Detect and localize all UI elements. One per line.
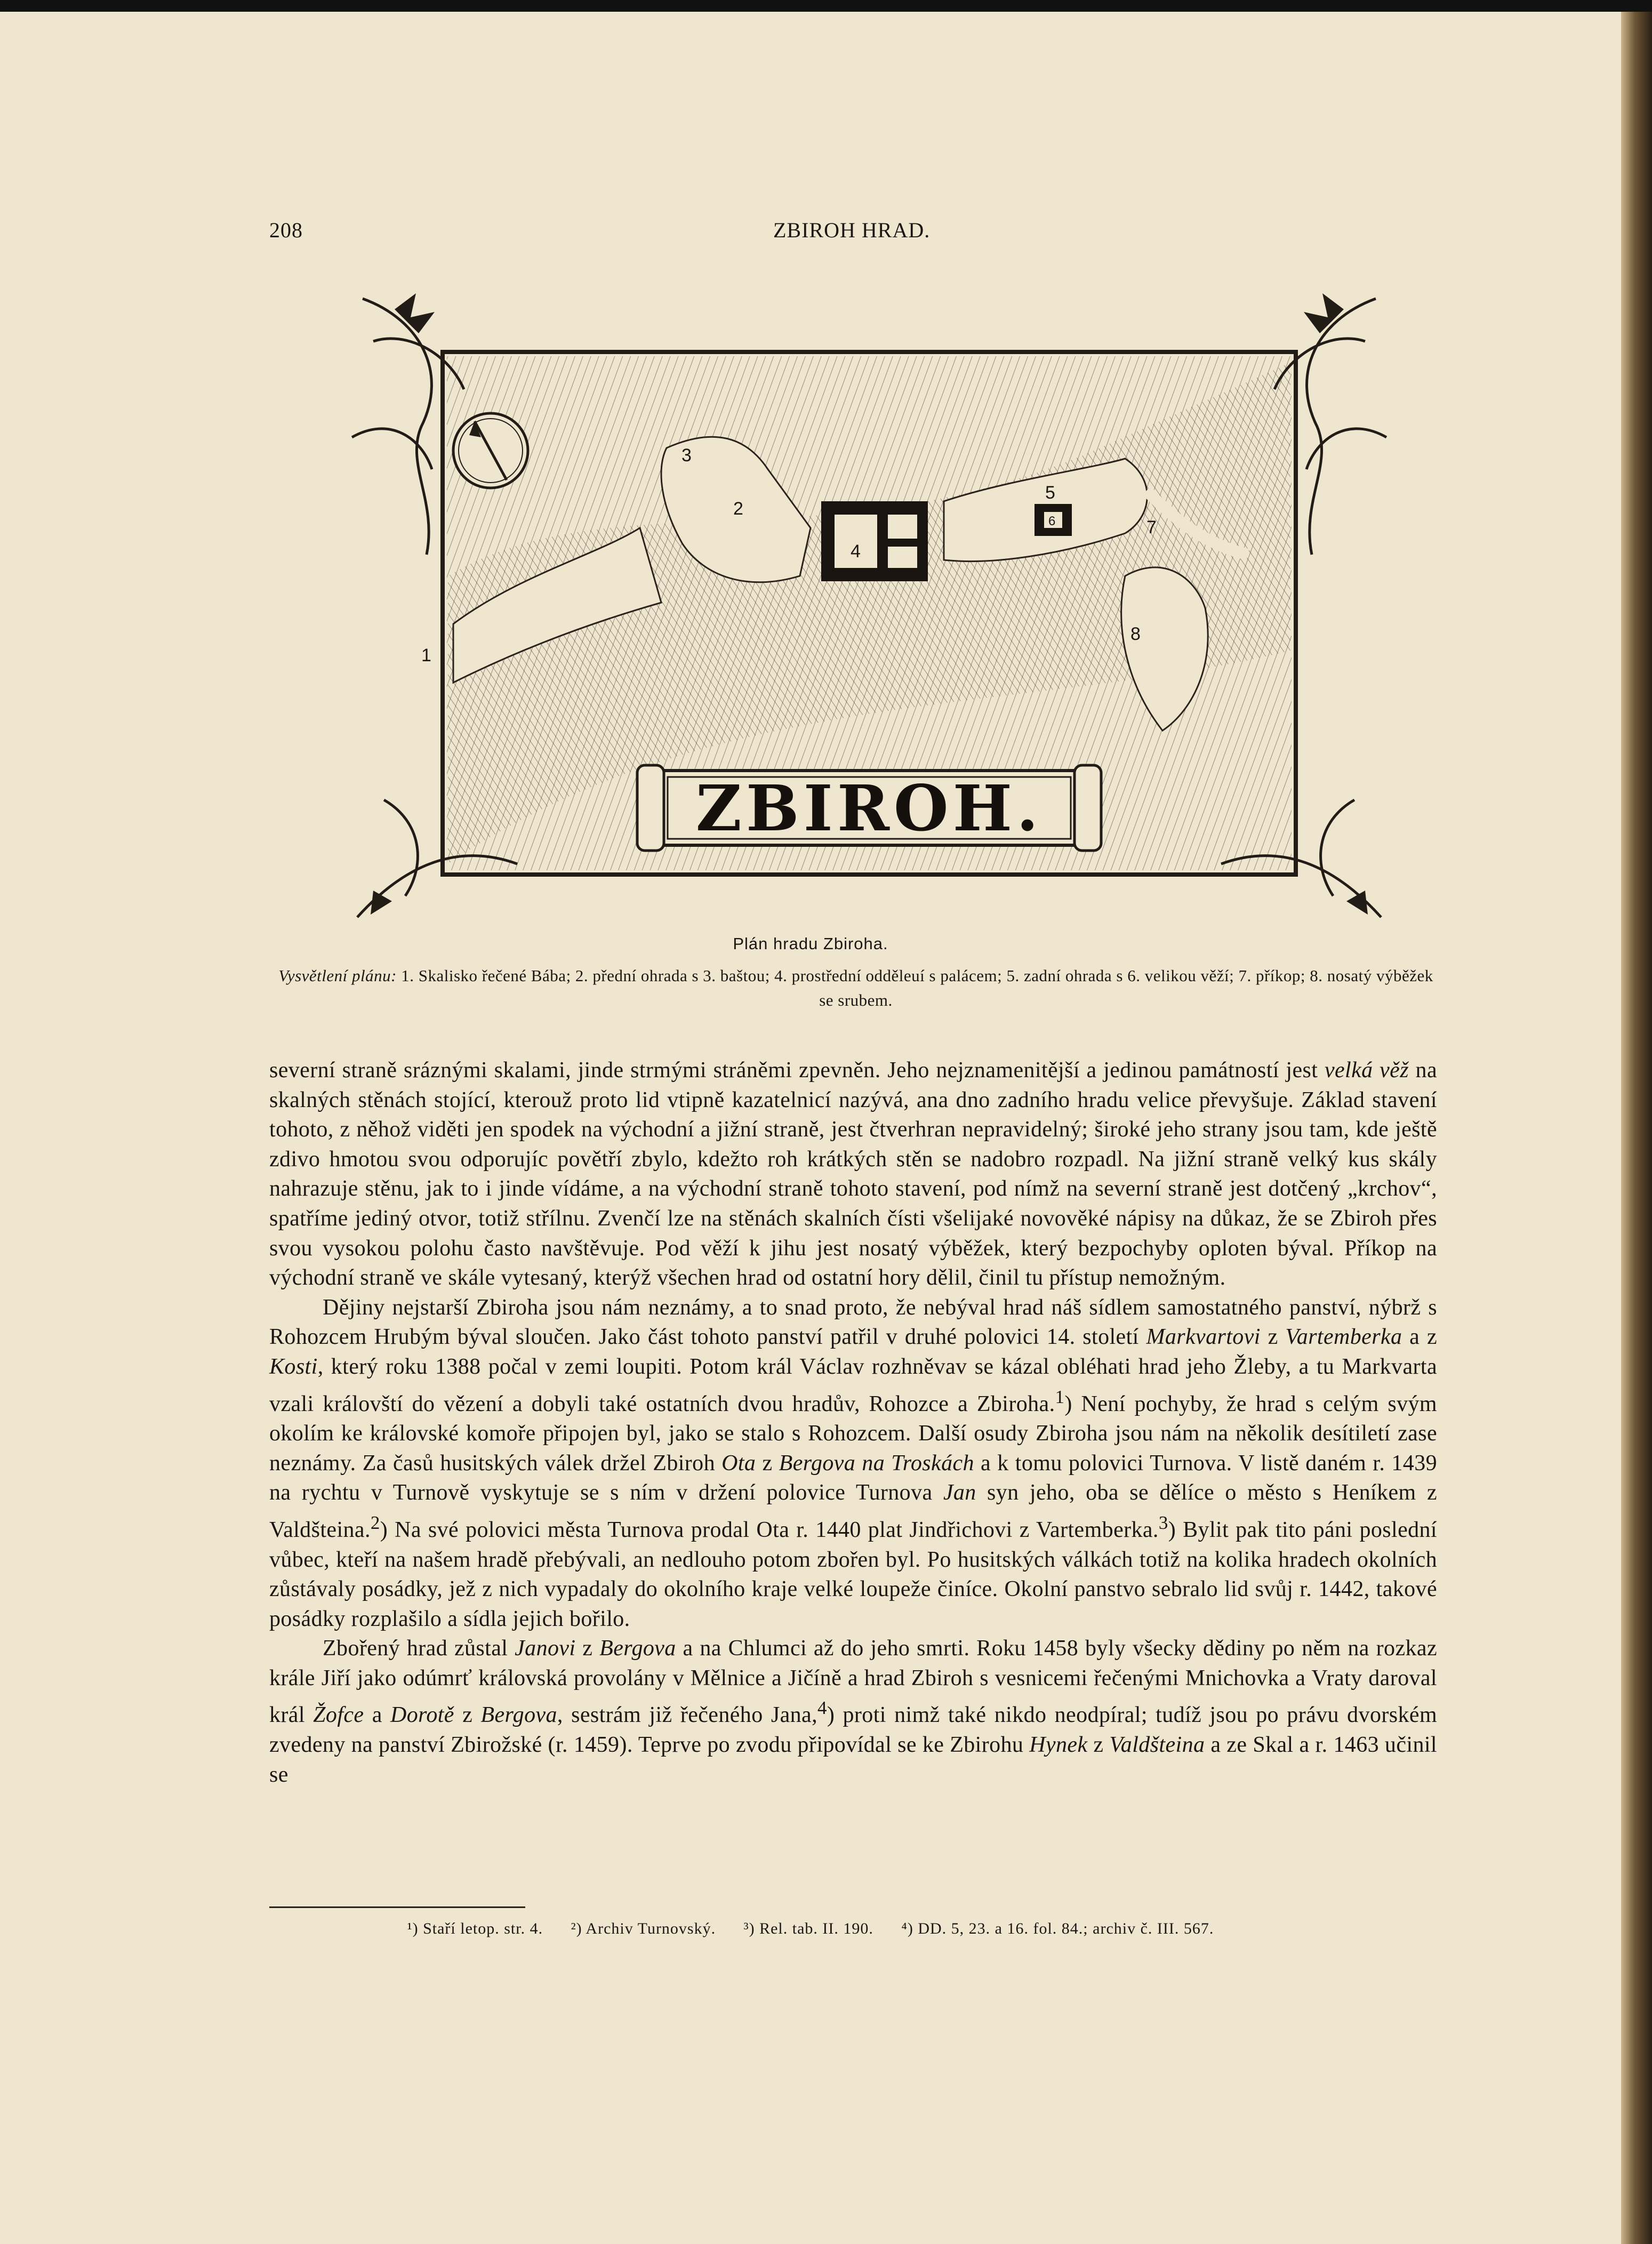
title-banner <box>637 765 1101 851</box>
plan-label-7: 7 <box>1146 517 1157 538</box>
legend-text: 1. Skalisko řečené Bába; 2. přední ohrada s 3. baštou; 4. prostřední odděleuí s palácem; 5. zadní ohrada s 6. velikou věží; 7. příkop; 8. nosatý výběžek se srubem. <box>401 966 1433 1009</box>
footnote-3: ³) Rel. tab. II. 190. <box>743 1920 873 1937</box>
castle-plan-illustration <box>341 277 1397 939</box>
footnote-2: ²) Archiv Turnovský. <box>571 1920 716 1937</box>
paragraph-1: severní straně sráznými skalami, jinde strmými stráněmi zpevněn. Jeho nejznamenitější a jedinou památností jest velká věž na skalných stěnách stojící, kterouž proto lid vtipně kazatelnicí nazývá, ana dno zadního hradu velice převyšuje. Základ stavení tohoto, z něhož viděti jen spodek na východní a jižní straně, jest čtverhran nepravidelný; široké jeho strany jsou tam, kde ještě zdivo hmotou svou odporujíc povětří zbylo, kdežto roh krátkých stěn se nadobro rozpadl. Na jižní straně velký kus skály nahrazuje stěnu, jak to i jinde vídáme, a na východní straně tohoto stavení, pod nímž na severní straně jest dotčený „krchov“, spatříme jediný otvor, totiž střílnu. Zvenčí lze na stěnách skalních čísti všelijaké novověké nápisy na důkaz, že se Zbiroh přes svou vysokou polohu často navštěvuje. Pod věží k jihu jest nosatý výběžek, který bezpochyby oploten býval. Příkop na východní straně ve skále vytesaný, kterýž všechen hrad od ostatní hory dělil, činil tu přístup nemožným. <box>269 1058 1437 1291</box>
paragraph-3: Zbořený hrad zůstal Janovi z Bergova a na Chlumci až do jeho smrti. Roku 1458 byly všecky dědiny po něm na rozkaz krále Jiří jako odúmrť královská provolány v Mělnice a Jičíně a hrad Zbiroh s vesnicemi řečenými Mnichovka a Vraty daroval král Žofce a Dorotě z Bergova, sestrám již řečeného Jana,$^4$) proti nimž také nikdo neodpíral; tudíž jsou po právu dvorském zvedeny na panství Zbirožské (r. 1459). Teprve po zvodu připovídal se ke Zbirohu Hynek z Valdšteina a ze Skal a r. 1463 učinil se <box>269 1636 1438 1787</box>
plan-label-4: 4 <box>851 541 861 562</box>
legend-label: Vysvětlení plánu: <box>278 966 397 985</box>
footnote-ref-3: 3 <box>1158 1512 1168 1533</box>
footnote-1: ¹) Staří letop. str. 4. <box>407 1920 543 1937</box>
footnote-4: ⁴) DD. 5, 23. a 16. fol. 84.; archiv č. III. 567. <box>901 1920 1214 1937</box>
plan-label-8: 8 <box>1130 624 1141 644</box>
plan-label-2: 2 <box>733 499 743 519</box>
footnote-ref-1: 1 <box>1055 1386 1065 1407</box>
plan-label-3: 3 <box>681 445 692 466</box>
plan-label-5: 5 <box>1045 483 1055 503</box>
footnote-ref-2: 2 <box>370 1512 380 1533</box>
footnote-ref-4: 4 <box>817 1697 827 1719</box>
footnotes <box>0 1920 1621 1938</box>
figure-legend <box>275 964 1437 1013</box>
plan-label-6: 6 <box>1048 514 1056 528</box>
compass-rose-icon <box>453 413 528 488</box>
figure-caption-title: Plán hradu Zbiroha. <box>733 934 888 953</box>
banner-title: ZBIROH. <box>695 771 1043 845</box>
body-text <box>269 1056 1437 1790</box>
paragraph-2: Dějiny nejstarší Zbiroha jsou nám neznámy, a to snad proto, že nebýval hrad náš sídlem samostatného panství, nýbrž s Rohozcem Hrubým býval sloučen. Jako část tohoto panství patřil v druhé polovici 14. století Markvartovi z Vartemberka a z Kosti, který roku 1388 počal v zemi loupiti. Potom král Václav rozhněvav se kázal obléhati hrad jeho Žleby, a tu Markvarta vzali královští do vězení a dobyli také ostatních dvou hradův, Rohozce a Zbiroha.$^1$) Není pochyby, že hrad s celým svým okolím ke královské komoře připojen byl, jako se stalo s Rohozcem. Další osudy Zbiroha jsou nám na několik desítiletí zase neznámy. Za časů husitských válek držel Zbiroh Ota z Bergova na Troskách a k tomu polovici Turnova. V listě daném r. 1439 na rychtu v Turnově vyskytuje se s ním v držení polovice Turnova Jan syn jeho, oba se dělíce o město s Heníkem z Valdšteina.$^2$) Na své polovici města Turnova prodal Ota r. 1440 plat Jindřichovi z Vartemberka.$^3$) Bylit pak tito páni poslední vůbec, kteří na našem hradě přebývali, an nedlouho potom zbořen byl. Po husitských válkách totiž na kolika hradech okolních zůstávaly posádky, jež z nich vypadaly do okolního kraje velké loupeže činíce. Okolní panstvo sebralo lid svůj r. 1442, takové posádky rozplašilo a sídla jejich bořilo. <box>269 1295 1437 1631</box>
book-spine <box>1621 12 1652 2244</box>
area-4-palace <box>821 501 928 581</box>
running-title: ZBIROH HRAD. <box>773 218 931 242</box>
page-number: 208 <box>269 218 303 242</box>
footnote-divider <box>269 1906 525 1908</box>
plan-label-1: 1 <box>421 645 431 666</box>
